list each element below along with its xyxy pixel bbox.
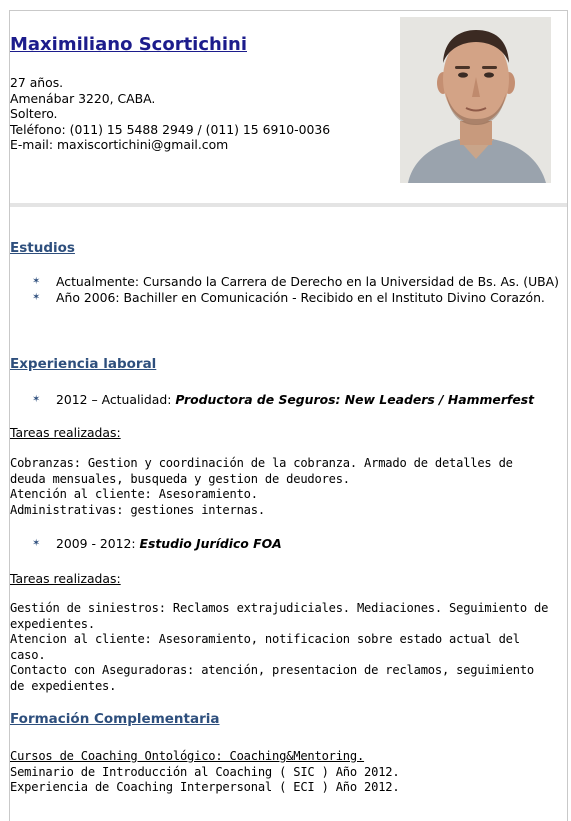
formacion-list xyxy=(10,749,550,796)
formacion-item: Cursos de Coaching Ontológico: Coaching&Mentoring. xyxy=(10,749,365,763)
tareas-label: Tareas realizadas: xyxy=(10,571,121,586)
task-item: Atencion al cliente: Asesoramiento, notificacion sobre estado actual del caso. xyxy=(10,632,520,662)
contact-email: E-mail: maxiscortichini@gmail.com xyxy=(10,137,229,152)
star-bullet-icon: ✶ xyxy=(32,394,41,405)
contact-age: 27 años. xyxy=(10,75,64,90)
job-period: 2009 - 2012: xyxy=(56,536,140,551)
formacion-item: Experiencia de Coaching Interpersonal ( ECI ) Año 2012. xyxy=(10,780,400,794)
list-item xyxy=(32,274,568,290)
task-item: Cobranzas: Gestion y coordinación de la cobranza. Armado de detalles de deuda mensuales, busqueda y gestion de deudores. xyxy=(10,456,513,486)
section-title-experiencia: Experiencia laboral xyxy=(10,356,157,372)
section-title-estudios: Estudios xyxy=(10,240,75,256)
list-item xyxy=(32,290,568,306)
job-heading xyxy=(32,536,282,552)
header-divider xyxy=(10,203,567,207)
job-tasks xyxy=(10,601,550,694)
section-title-formacion: Formación Complementaria xyxy=(10,711,220,727)
tareas-label: Tareas realizadas: xyxy=(10,425,121,440)
task-item: Administrativas: gestiones internas. xyxy=(10,502,265,517)
candidate-name: Maximiliano Scortichini xyxy=(10,34,247,55)
estudios-list xyxy=(32,274,568,306)
contact-address: Amenábar 3220, CABA. xyxy=(10,90,156,106)
task-item: Gestión de siniestros: Reclamos extrajudiciales. Mediaciones. Seguimiento de expedientes. xyxy=(10,601,549,631)
job-company: Productora de Seguros: New Leaders / Hammerfest xyxy=(175,392,535,407)
contact-phone: Teléfono: (011) 15 5488 2949 / (011) 15 6910-0036 xyxy=(10,121,331,137)
estudio-item-text: Actualmente: Cursando la Carrera de Derecho en la Universidad de Bs. As. (UBA) xyxy=(56,274,559,289)
job-heading xyxy=(32,392,534,408)
job-tasks xyxy=(10,456,550,518)
page-border-right xyxy=(567,10,568,821)
profile-photo-image xyxy=(400,17,551,183)
formacion-item: Seminario de Introducción al Coaching ( SIC ) Año 2012. xyxy=(10,764,400,779)
job-company: Estudio Jurídico FOA xyxy=(139,536,282,551)
star-bullet-icon: ✶ xyxy=(32,276,41,287)
job-period: 2012 – Actualidad: xyxy=(56,392,176,407)
profile-photo xyxy=(400,17,551,183)
contact-info xyxy=(10,75,330,153)
star-bullet-icon: ✶ xyxy=(32,538,41,549)
page-border-top xyxy=(9,10,568,11)
task-item: Atención al cliente: Asesoramiento. xyxy=(10,487,258,501)
estudio-item-text: Año 2006: Bachiller en Comunicación - Recibido en el Instituto Divino Corazón. xyxy=(56,290,545,305)
contact-marital-status: Soltero. xyxy=(10,106,58,121)
star-bullet-icon: ✶ xyxy=(32,292,41,303)
task-item: Contacto con Aseguradoras: atención, presentacion de reclamos, seguimiento de expedientes. xyxy=(10,663,534,693)
